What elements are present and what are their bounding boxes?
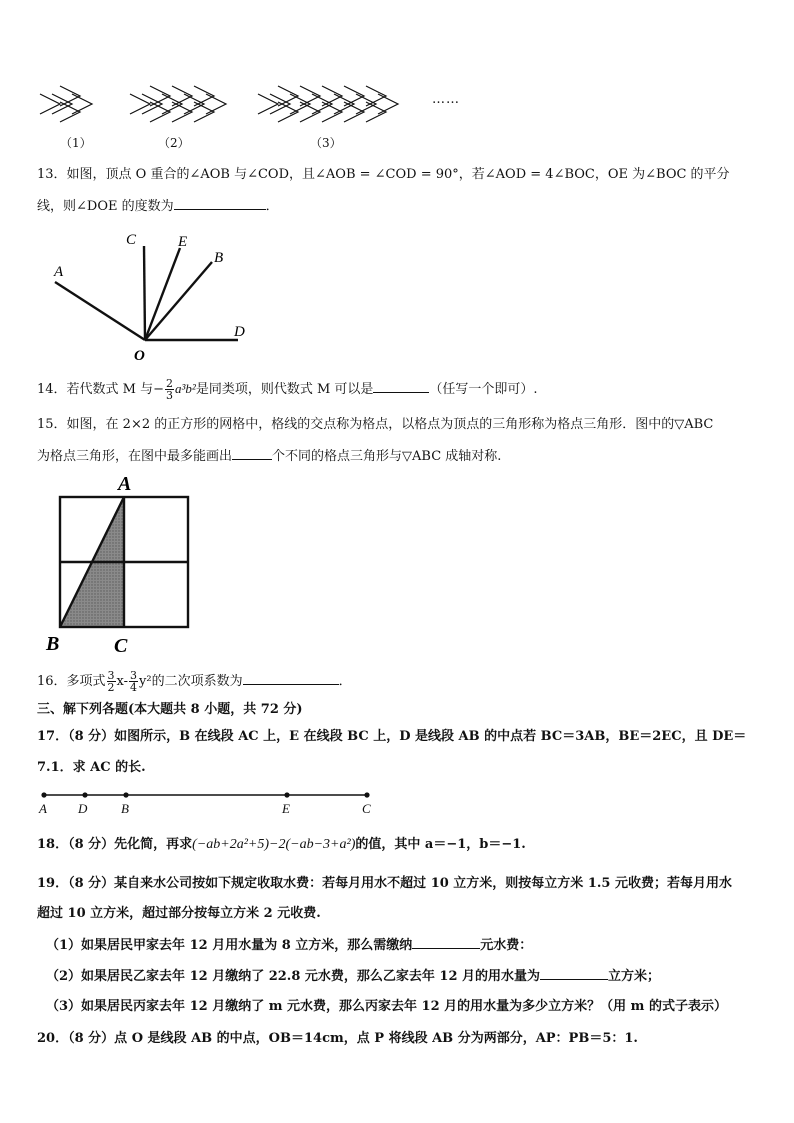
q17-point-A: A	[39, 801, 47, 816]
pattern-1	[40, 86, 92, 122]
q14-fraction: $\frac{2}{3}$	[166, 377, 174, 402]
q17-line2: 7.1．求 AC 的长.	[37, 760, 146, 775]
q18-expression-1: (−ab+2a²+5)	[192, 837, 270, 852]
pattern-3	[258, 86, 398, 122]
q19-part1-text: （1）如果居民甲家去年 12 月用水量为 8 立方米，那么需缴纳	[46, 938, 413, 953]
q19-part2-text: （2）如果居民乙家去年 12 月缴纳了 22.8 元水费，那么乙家去年 12 月的用水量为	[46, 969, 541, 984]
q18-line	[37, 836, 526, 854]
q18-prefix: 18．（8 分）先化简，再求	[37, 837, 193, 852]
q19-part3: （3）如果居民丙家去年 12 月缴纳了 m 元水费，那么丙家去年 12 月的用水量为多少立方米？（用 m 的式子表示）	[46, 999, 727, 1014]
q17-point-E: E	[282, 801, 290, 816]
q13-line2-end: ．	[265, 199, 279, 214]
q19-part1-end: 元水费：	[480, 938, 533, 953]
q19-line1: 19．（8 分）某自来水公司按如下规定收取水费：若每月用水不超过 10 立方米，则按每立方米 1.5 元收费；若每月用水	[37, 876, 732, 891]
q13-label-D: D	[234, 324, 245, 340]
pattern-caption-2: （2）	[158, 136, 190, 150]
q13-label-C: C	[126, 232, 137, 248]
q13-label-E: E	[178, 234, 188, 250]
q15-line1: 15．如图，在 2×2 的正方形的网格中，格线的交点称为格点，以格点为顶点的三角形称为格点三角形．图中的▽ABC	[37, 417, 714, 432]
q15-grid-figure	[40, 470, 200, 660]
q13-label-B: B	[214, 250, 224, 266]
q16-line	[37, 670, 352, 693]
q16-term-y: y²	[139, 674, 152, 689]
q18-expression-2: (−ab−3+a²)	[285, 837, 356, 852]
q15-line2	[37, 447, 501, 466]
q13-line2-text: 线，则∠DOE 的度数为	[37, 199, 174, 214]
q14-expression: a³b²	[175, 381, 196, 396]
q16-fraction-2: $\frac{3}{4}$	[130, 669, 138, 694]
q17-segment-figure	[36, 784, 386, 818]
q16-answer-blank[interactable]	[243, 672, 339, 685]
q18-suffix: 的值，其中 a＝−1，b＝−1.	[355, 837, 526, 852]
pattern-caption-3: （3）	[310, 136, 342, 150]
q13-angle-figure	[40, 224, 270, 364]
q17-point-C: C	[362, 801, 371, 816]
q15-label-C: C	[114, 635, 128, 657]
q17-line1: 17．（8 分）如图所示，B 在线段 AC 上，E 在线段 BC 上，D 是线段 AB 的中点若 BC＝3AB，BE＝2EC，且 DE＝	[37, 729, 747, 744]
q15-line2-end: 个不同的格点三角形与▽ABC 成轴对称.	[272, 449, 502, 464]
q17-point-B: B	[121, 801, 129, 816]
q13-label-O: O	[134, 348, 145, 364]
q16-term-x: x-	[116, 674, 129, 689]
q19-part2-end: 立方米；	[608, 969, 661, 984]
q19-part2	[46, 967, 660, 986]
q13-line1: 13．如图，顶点 O 重合的∠AOB 与∠COD，且∠AOB = ∠COD = 90°，若∠AOD = 4∠BOC，OE 为∠BOC 的平分	[37, 167, 730, 182]
q20-line1: 20．（8 分）点 O 是线段 AB 的中点，OB＝14cm，点 P 将线段 AB 分为两部分，AP：PB＝5：1.	[37, 1031, 638, 1046]
q16-prefix: 16．多项式	[37, 674, 106, 689]
q13-line2	[37, 197, 279, 216]
pattern-ellipsis: ……	[432, 92, 460, 107]
q19-part1	[46, 936, 532, 955]
q18-coefficient: −2	[269, 837, 286, 852]
chevron-pattern-figure	[30, 82, 470, 132]
section-3-heading: 三、解下列各题(本大题共 8 小题，共 72 分)	[37, 702, 303, 717]
q13-label-A: A	[54, 264, 64, 280]
q13-answer-blank[interactable]	[174, 197, 266, 210]
pattern-2	[130, 86, 226, 122]
q16-fraction-1: $\frac{3}{2}$	[107, 669, 115, 694]
pattern-caption-1: （1）	[60, 136, 92, 150]
q15-label-A: A	[118, 473, 132, 495]
q19-line2: 超过 10 立方米，超过部分按每立方米 2 元收费.	[37, 906, 321, 921]
q19-part2-blank[interactable]	[540, 967, 608, 980]
q14-prefix: 14．若代数式 M 与−	[37, 382, 165, 397]
q14-mid: 是同类项，则代数式 M 可以是	[195, 382, 374, 397]
q14-answer-blank[interactable]	[373, 380, 429, 393]
q15-label-B: B	[46, 633, 60, 655]
q15-line2-text: 为格点三角形，在图中最多能画出	[37, 449, 233, 464]
q16-suffix: ．	[338, 674, 352, 689]
q17-point-D: D	[78, 801, 88, 816]
q14-suffix: （任写一个即可）.	[429, 382, 538, 397]
q14-line	[37, 378, 538, 401]
q16-mid: 的二次项系数为	[151, 674, 243, 689]
q15-answer-blank[interactable]	[232, 447, 272, 460]
q19-part1-blank[interactable]	[412, 936, 480, 949]
